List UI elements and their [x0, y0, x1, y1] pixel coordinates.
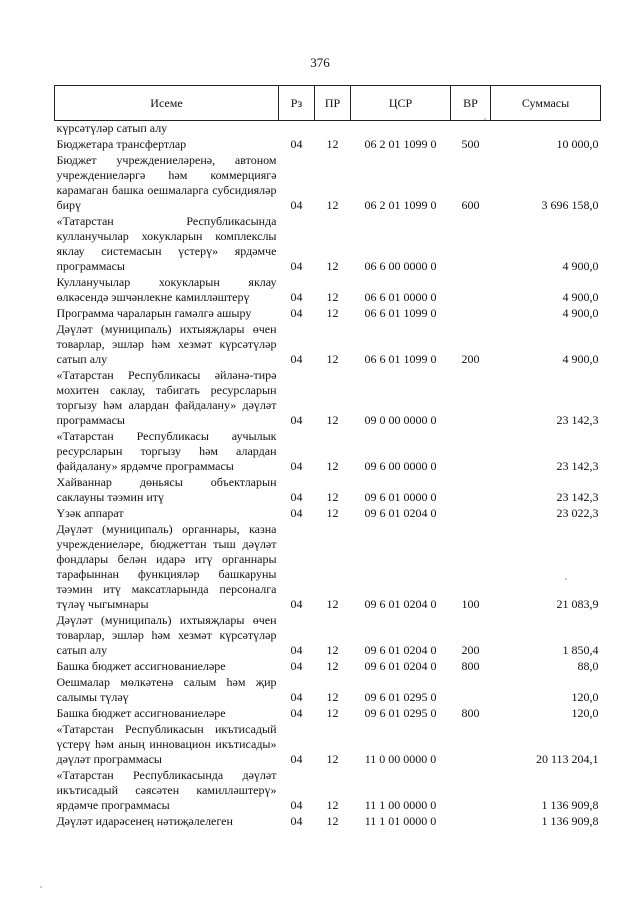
cell-sum: 4 900,0: [562, 290, 599, 304]
table-row: [55, 306, 601, 322]
cell-csr: 09 6 00 0000 0: [364, 459, 437, 473]
cell-sum: 23 142,3: [556, 413, 599, 427]
cell-rz: 04: [290, 706, 303, 720]
cell-pr: 12: [326, 198, 339, 212]
cell-csr: 06 6 01 1099 0: [364, 352, 437, 366]
table-row: [55, 137, 601, 153]
table-row: [55, 768, 601, 814]
cell-pr: 12: [326, 506, 339, 520]
cell-rz: 04: [290, 352, 303, 366]
cell-sum: 1 136 909,8: [541, 798, 599, 812]
cell-sum: 3 696 158,0: [541, 198, 599, 212]
cell-sum: 88,0: [577, 659, 599, 673]
cell-name: Оешмалар мөлкәтенә салым һәм җир салымы түләү: [56, 675, 277, 704]
column-header-name: Исеме: [55, 86, 279, 121]
cell-pr: 12: [326, 659, 339, 673]
cell-pr: 12: [326, 814, 339, 828]
cell-name: Үзәк аппарат: [56, 506, 124, 520]
cell-pr: 12: [326, 597, 339, 611]
cell-csr: 06 2 01 1099 0: [364, 137, 437, 151]
cell-sum: 21 083,9: [556, 597, 599, 611]
cell-pr: [315, 121, 351, 138]
cell-name: Дәүләт (муниципаль) ихтыяҗлары өчен товарлар, эшләр һәм хезмәт күрсәтүләр сатып алу: [56, 322, 277, 366]
cell-pr: 12: [326, 490, 339, 504]
cell-vr: [451, 814, 491, 830]
cell-pr: 12: [326, 352, 339, 366]
column-header-sum: Суммасы: [491, 86, 601, 121]
cell-rz: 04: [290, 506, 303, 520]
cell-name: Бюджет учреждениеләренә, автоном учреждениеләргә һәм коммерциягә карамаган башка оешмаларга субсидияләр бирү: [56, 153, 277, 212]
cell-csr: 11 1 00 0000 0: [364, 798, 437, 812]
table-header-row: [55, 86, 601, 121]
table-row: [55, 368, 601, 429]
cell-name: Дәүләт (муниципаль) органнары, казна учреждениеләре, бюджеттан тыш дәүләт фондлары белән идарә итү органнары тарафыннан функцияләр башкаруны тәэмин итү максатларында персоналга түләү чыгымнары: [56, 522, 277, 611]
cell-csr: [351, 121, 451, 138]
cell-rz: [279, 121, 315, 138]
cell-csr: 09 6 01 0204 0: [364, 597, 437, 611]
scan-speck: [565, 578, 567, 580]
column-header-csr: ЦСР: [351, 86, 451, 121]
cell-name: «Татарстан Республикасы әйләнә-тирә мохитен саклау, табигать ресурсларын торгызу һәм алардан файдалану» дәүләт программасы: [56, 368, 277, 427]
cell-name: Башка бюджет ассигнованиеләре: [56, 659, 226, 673]
table-row: [55, 814, 601, 830]
cell-rz: 04: [290, 643, 303, 657]
table-row: [55, 275, 601, 306]
table-row: [55, 522, 601, 613]
cell-pr: 12: [326, 798, 339, 812]
table-row: [55, 322, 601, 368]
cell-pr: 12: [326, 290, 339, 304]
cell-csr: 06 6 01 1099 0: [364, 306, 437, 320]
cell-csr: 09 6 01 0204 0: [364, 643, 437, 657]
cell-sum: 20 113 204,1: [535, 752, 599, 766]
cell-sum: 10 000,0: [556, 137, 599, 151]
cell-rz: 04: [290, 490, 303, 504]
cell-vr: 800: [461, 659, 480, 673]
cell-vr: 200: [461, 643, 480, 657]
cell-rz: 04: [290, 259, 303, 273]
cell-name: Хайваннар дөньясы объектларын саклауны тәэмин итү: [56, 475, 277, 504]
cell-csr: 06 2 01 1099 0: [364, 198, 437, 212]
table-row: [55, 722, 601, 768]
cell-csr: 06 6 00 0000 0: [364, 259, 437, 273]
cell-rz: 04: [290, 798, 303, 812]
cell-name: «Татарстан Республикасы аучылык ресурсларын торгызу һәм алардан файдалану» ярдәмче программасы: [56, 429, 277, 473]
cell-name: Программа чараларын гамәлгә ашыру: [56, 306, 252, 320]
cell-pr: 12: [326, 413, 339, 427]
cell-sum: 23 142,3: [556, 490, 599, 504]
cell-vr: [451, 675, 491, 706]
cell-sum: 4 900,0: [562, 259, 599, 273]
cell-vr: [451, 506, 491, 522]
cell-vr: [451, 429, 491, 475]
column-header-rz: Рз: [279, 86, 315, 121]
cell-pr: 12: [326, 459, 339, 473]
cell-csr: 09 6 01 0000 0: [364, 490, 437, 504]
cell-rz: 04: [290, 137, 303, 151]
cell-csr: 09 6 01 0204 0: [364, 659, 437, 673]
cell-vr: 500: [461, 137, 480, 151]
cell-name: Дәүләт идарәсенең нәтиҗәлелеген: [56, 814, 233, 828]
cell-vr: [451, 214, 491, 275]
cell-csr: 11 1 01 0000 0: [364, 814, 437, 828]
cell-vr: [451, 722, 491, 768]
table-row: [55, 429, 601, 475]
cell-csr: 11 0 00 0000 0: [364, 752, 437, 766]
cell-sum: 1 850,4: [562, 643, 599, 657]
cell-rz: 04: [290, 659, 303, 673]
cell-csr: 09 6 01 0204 0: [364, 506, 437, 520]
cell-vr: 600: [461, 198, 480, 212]
cell-vr: [451, 768, 491, 814]
cell-pr: 12: [326, 690, 339, 704]
table-row: [55, 121, 601, 138]
cell-pr: 12: [326, 643, 339, 657]
cell-sum: 23 022,3: [556, 506, 599, 520]
scan-speck: [40, 886, 42, 888]
cell-rz: 04: [290, 306, 303, 320]
cell-vr: 100: [461, 597, 480, 611]
scan-speck: [484, 118, 486, 120]
cell-name: күрсәтүләр сатып алу: [56, 121, 168, 135]
cell-rz: 04: [290, 597, 303, 611]
cell-rz: 04: [290, 290, 303, 304]
cell-sum: 120,0: [571, 690, 599, 704]
cell-sum: 4 900,0: [562, 306, 599, 320]
cell-vr: 200: [461, 352, 480, 366]
cell-name: «Татарстан Республикасын икътисадый үстерү һәм аның инновацион икътисады» дәүләт программасы: [56, 722, 277, 766]
cell-vr: [451, 121, 491, 138]
cell-sum: 120,0: [571, 706, 599, 720]
table-row: [55, 659, 601, 675]
cell-csr: 09 6 01 0295 0: [364, 706, 437, 720]
column-header-pr: ПР: [315, 86, 351, 121]
budget-table: [54, 85, 601, 830]
table-row: [55, 675, 601, 706]
cell-csr: 09 0 00 0000 0: [364, 413, 437, 427]
cell-sum: 1 136 909,8: [541, 814, 599, 828]
cell-csr: 06 6 01 0000 0: [364, 290, 437, 304]
table-row: [55, 506, 601, 522]
cell-pr: 12: [326, 306, 339, 320]
cell-rz: 04: [290, 198, 303, 212]
cell-name: «Татарстан Республикасында кулланучылар хокукларын комплекслы яклау системасын үстерү» ярдәмче программасы: [56, 214, 277, 273]
column-header-vr: ВР: [451, 86, 491, 121]
cell-vr: [451, 475, 491, 506]
cell-sum: 4 900,0: [562, 352, 599, 366]
cell-name: «Татарстан Республикасында дәүләт икътисадый сәясәтен камилләштерү» ярдәмче программасы: [56, 768, 277, 812]
cell-rz: 04: [290, 752, 303, 766]
table-row: [55, 153, 601, 214]
cell-name: Кулланучылар хокукларын яклау өлкәсендә эшчәнлекне камилләштерү: [56, 275, 277, 304]
table-row: [55, 706, 601, 722]
cell-rz: 04: [290, 413, 303, 427]
cell-pr: 12: [326, 259, 339, 273]
cell-pr: 12: [326, 137, 339, 151]
cell-pr: 12: [326, 752, 339, 766]
cell-vr: [451, 368, 491, 429]
cell-vr: [451, 275, 491, 306]
cell-rz: 04: [290, 459, 303, 473]
cell-vr: 800: [461, 706, 480, 720]
cell-csr: 09 6 01 0295 0: [364, 690, 437, 704]
page-number: 376: [310, 55, 330, 70]
cell-name: Башка бюджет ассигнованиеләре: [56, 706, 226, 720]
cell-name: Бюджетара трансфертлар: [56, 137, 187, 151]
table-body: [55, 121, 601, 831]
table-row: [55, 613, 601, 659]
cell-rz: 04: [290, 690, 303, 704]
cell-vr: [451, 306, 491, 322]
table-row: [55, 475, 601, 506]
cell-name: Дәүләт (муниципаль) ихтыяҗлары өчен товарлар, эшләр һәм хезмәт күрсәтүләр сатып алу: [56, 613, 277, 657]
cell-rz: 04: [290, 814, 303, 828]
table-row: [55, 214, 601, 275]
cell-sum: [491, 121, 601, 138]
cell-pr: 12: [326, 706, 339, 720]
cell-sum: 23 142,3: [556, 459, 599, 473]
